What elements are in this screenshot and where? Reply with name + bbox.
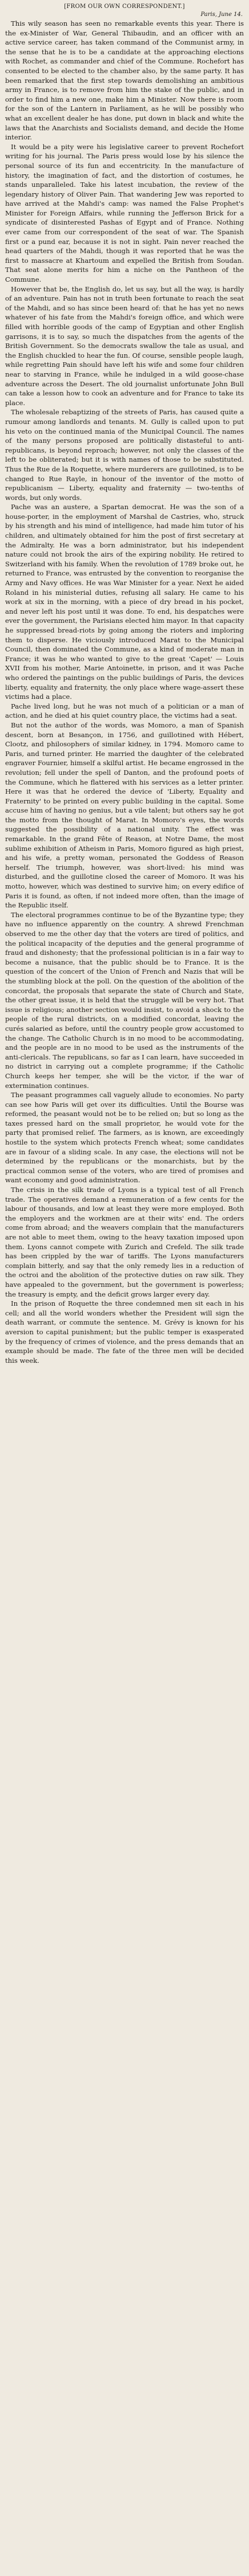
paragraph-6: Pache lived long, but he was not much of a politician or a man of action, and he died at his quiet country place, the victims had a seat. (5, 702, 244, 720)
paragraph-5: Pache was an austere, a Spartan democrat. He was the son of a house-porter, in the employment of Marshal de Castries, who, struck by his strength and his mind of intelligence, had made him tutor of his children, and ultimately obtained for him the post of first secretary at the Admiralty. He was a born administrator, but his independent nature could not brook the airs of the expiring nobility. He retired to Switzerland with his family. When the revolution of 1789 broke out, he returned to France, was entrusted by the convention to reorganise the Army and Navy offices. He was War Minister for a year. Next he aided Roland in his ministerial duties, refusing all salary. He came to his work at six in the morning, with a piece of dry bread in his pocket, and never left his post until it was done. To end, his despatches were ever the government, the Parisians elected him mayor. In that capacity he suppressed bread-riots by going among the rioters and imploring them to disperse. He viciously introduced Marat to the Municipal Council, then dominated the Commune, as a kind of moderate man in France; it was he who wanted to give to the great 'Capet' — Louis XVII from his mother, Marie Antoinette, in prison, and it was Pache who ordered the paintings on the public buildings of Paris, the devices liberty, equality and fraternity, the only place where wage-assert these victims had a place. (5, 503, 244, 701)
paragraph-1: This wily season has seen no remarkable events this year. There is the ex-Minister of War, General Thibaudin, and an officer with an active service career, has taken command of the Communist army, in the sense that he is to be a candidate at the approaching elections with Rochet, as commander and chief of the Commune. Rochefort has consented to be elected to the chamber also, by the same party. It has been remarked that the first step towards demolishing an ambitious army in France, is to remove from him the stake of the public, and in order to find him a new one, make him a Minister. Now there is room for the son of the Lantern in Parliament, as he will be possibly who what an excellent dealer he has done, put down in black and white the laws that the Anarchists and Socialists demand, and decide the Home interior. (5, 19, 244, 142)
paragraph-7: But not the author of the words, was Momoro, a man of Spanish descent, born at Besançon, in 1756, and guillotined with Hébert, Clootz, and philosophers of similar kidney, in 1794. Momoro came to Paris, and turned printer. He married the daughter of the celebrated engraver Fournier, himself a skilful artist. He became engrossed in the revolution; fell under the spell of Danton, and the profound poets of the Commune, which he flattered with his services as a letter printer. Here it was that he ordered the device of 'Liberty, Equality and Fraternity' to be printed on every public building in the capital. Some accuse him of having no genius, but a vile talent; but others say he got the motto from the thought of Marat. In Momoro's eyes, the words suggested the possibility of a national unity. The effect was remarkable. In the grand Fête of Reason, at Notre Dame, the most sublime exhibition of Atheism in Paris, Momoro figured as high priest, and his wife, a pretty woman, personated the Goddess of Reason herself. The triumph, however, was short-lived: his mind was disturbed, and the guillotine closed the career of Momoro. It was his motto, however, which was destined to survive him; on every edifice of Paris it is found, as often, if not indeed more often, than the image of the Republic itself. (5, 721, 244, 910)
paragraph-9: The peasant programmes call vaguely allude to economies. No party can see how Paris will get over its difficulties. Until the Bourse was reformed, the peasant would not be to be relied on; but so long as the taxes pressed hard on the small proprietor, he would vote for the party that promised relief. The farmers, as is known, are exceedingly hostile to the system which protects French wheat; some candidates are in favour of a sliding scale. In any case, the elections will not be determined by the republicans or the monarchists, but by the practical common sense of the voters, who are tired of promises and want economy and good administration. (5, 1091, 244, 1185)
article-column (5, 2, 244, 2571)
paragraph-10: The crisis in the silk trade of Lyons is a typical test of all French trade. The operatives demand a remuneration of a few cents for the labour of thousands, and low at least they were more employed. Both the employers and the workmen are at their wits' end. The orders come from abroad; and the weavers complain that the manufacturers are not able to meet them, owing to the heavy taxation imposed upon them. Lyons cannot compete with Zurich and Crefeld. The silk trade has been crippled by the war of tariffs. The Lyons manufacturers complain bitterly, and say that the only remedy lies in a reduction of the octroi and the abolition of the protective duties on raw silk. They have appealed to the government, but the government is powerless; the treasury is empty, and the deficit grows larger every day. (5, 1186, 244, 1298)
dateline: Paris, June 14. (200, 11, 243, 18)
paragraph-4: The wholesale rebaptizing of the streets of Paris, has caused quite a rumour among landlords and tenants. M. Gully is called upon to put his veto on the continued mania of the Municipal Council. The names of the many persons proposed are politically distasteful to anti-republicans, is beyond reproach; however, not only the classes of the left to be obliterated; but it is with names of those to be substituted. Thus the Rue de la Roquette, where murderers are guillotined, is to be changed to Rue Rayle, in honour of the inventor of the motto of republicanism — Liberty, equality and fraternity — two-tenths of words, but only words. (5, 408, 244, 502)
paragraph-11: In the prison of Roquette the three condemned men sit each in his cell; and all the world wonders whether the President will sign the death warrant, or commute the sentence. M. Grévy is known for his aversion to capital punishment; but the public temper is exasperated by the frequency of crimes of violence, and the press demands that an example should be made. The fate of the three men will be decided this week. (5, 1299, 244, 1365)
correspondent-header: [FROM OUR OWN CORRESPONDENT.] (64, 3, 185, 10)
paragraph-2: It would be a pity were his legislative career to prevent Rochefort writing for his journal. The Paris press would lose by his silence the personal source of its fun and eccentricity. In the manufacture of history, the imagination of fact, and the distortion of costumes, he stands unparalleled. Take his latest incubation, the review of the legendary history of Oliver Pain. That wandering Jew was reported to have arrived at the Mahdi's camp: was named the False Prophet's Minister for Foreign Affairs, while running the Jefferson Brick for a syndicate of disinterested Pashas of Egypt and of France. Nothing ever came from our correspondent of the seat of war. The Spanish first or a pund ear, because it is not in sight. Pain never reached the head quarters of the Mahdi, though it was reported that he was the first to massacre at Khartoum and expelled the British from Soudan. That seat alone merits for him a niche on the Pantheon of the Commune. (5, 142, 244, 284)
paragraph-8: The electoral programmes continue to be of the Byzantine type; they have no influence apparently on the country. A shrewd Frenchman observed to me the other day that the voters are tired of politics, and the political incapacity of the deputies and the general programme of fraud and dishonesty; that the professional politician is in a fair way to become a nuisance, that the public should be to France. It is the question of the concert of the Union of French and Nazis that will be the stumbling block at the poll. On the question of the abolition of the concordat, the proposals that separate the state of Church and State, the other great issue, it is held that the struggle will be very hot. That issue is religious; another section would insist, to avoid a shock to the people of the rural districts, on a modified concordat, leaving the curés salaried as before, until the country people grow accustomed to the change. The Catholic Church is in no mood to be accommodating, and the people are in no mood to be used as the instruments of the anti-clericals. The republicans, so far as I can learn, have succeeded in no district in carrying out a complete programme; if the Catholic Church keeps her temper, she will be the victor, if the war of extermination continues. (5, 910, 244, 1090)
paragraph-3: However that be, the English do, let us say, but all the way, is hardly of an adventure. Pain has not in truth been fortunate to reach the seat of the Mahdi, and so has since been heard of: that he has yet no news whatever of his fate from the Mahdi's foreign office, and which were filled with horrible goods of the camp of Egyptian and other English garrisons, it is to say, so much the dispatches from the agents of the British Government. So the democrats swallow the tale as usual, and the English chuckled to hear the fun. Of course, sensible people laugh, while regretting Pain should have left his wife and some four children near to starving in France, while he indulged in a wild goose-chase adventure across the Desert. The old journalist unfortunate John Bull can take a lesson how to cook an adventure and for France to take its place. (5, 285, 244, 407)
